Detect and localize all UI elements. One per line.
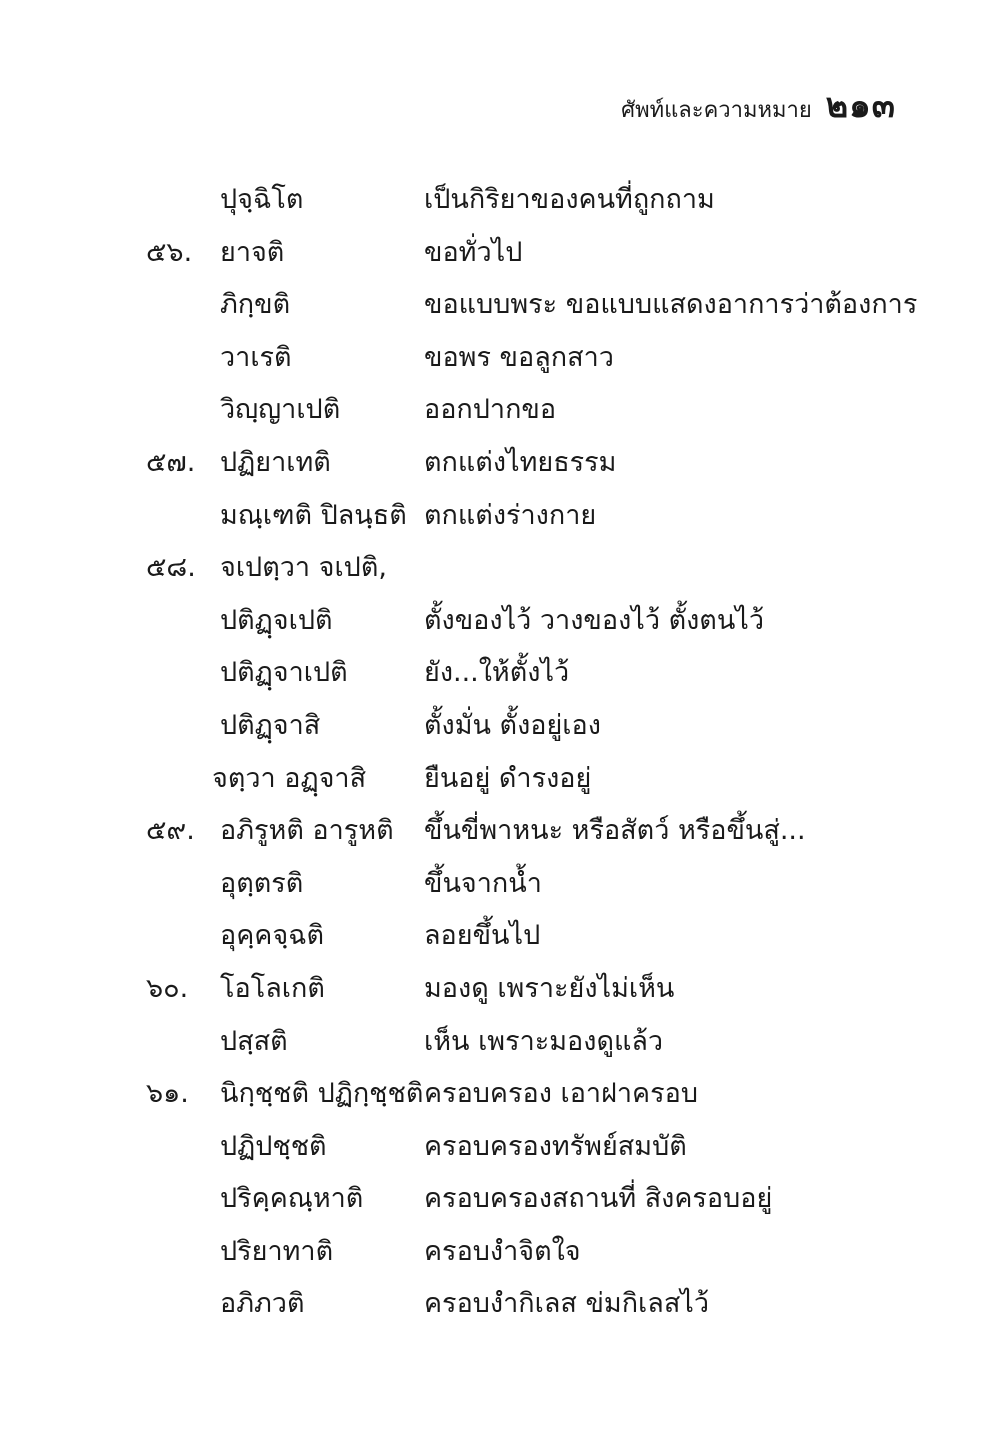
thai-meaning: ยัง...ให้ตั้งไว้ — [424, 657, 570, 689]
glossary-row — [0, 647, 1000, 700]
thai-meaning: ครอบงำกิเลส ข่มกิเลสไว้ — [424, 1288, 710, 1320]
pali-term: ปริคฺคณฺหาติ — [220, 1183, 364, 1215]
glossary-row — [0, 1068, 1000, 1121]
glossary-row — [0, 963, 1000, 1016]
glossary-row — [0, 1016, 1000, 1069]
pali-term: วาเรติ — [220, 341, 292, 373]
pali-term: ภิกฺขติ — [220, 289, 291, 321]
glossary-row — [0, 910, 1000, 963]
thai-meaning: ครอบครอง เอาฝาครอบ — [424, 1078, 698, 1110]
thai-meaning: ขอพร ขอลูกสาว — [424, 341, 614, 373]
pali-term: ปติฏฺจเปติ — [220, 604, 333, 636]
entry-number: ๕๘. — [146, 552, 196, 584]
thai-meaning: ครอบงำจิตใจ — [424, 1235, 581, 1267]
thai-meaning: ออกปากขอ — [424, 394, 557, 426]
thai-meaning: ยืนอยู่ ดำรงอยู่ — [424, 762, 592, 794]
entry-number: ๕๙. — [146, 815, 195, 847]
glossary-row — [0, 805, 1000, 858]
header-title: ศัพท์และความหมาย — [621, 98, 812, 123]
thai-meaning: ครอบครองสถานที่ สิงครอบอยู่ — [424, 1183, 773, 1215]
pali-term: โอโลเกติ — [220, 972, 325, 1004]
entry-number: ๕๖. — [146, 236, 193, 268]
pali-term: ยาจติ — [220, 236, 285, 268]
thai-meaning: ครอบครองทรัพย์สมบัติ — [424, 1130, 687, 1162]
pali-term: อภิรูหติ อารูหติ — [220, 815, 394, 847]
thai-meaning: เห็น เพราะมองดูแล้ว — [424, 1025, 664, 1057]
entry-number: ๖๑. — [146, 1078, 189, 1110]
thai-meaning: ขอแบบพระ ขอแบบแสดงอาการว่าต้องการ — [424, 289, 918, 321]
pali-term: ปฏิปชฺชติ — [220, 1130, 327, 1162]
glossary-row — [0, 227, 1000, 280]
glossary-row — [0, 700, 1000, 753]
glossary-list — [0, 174, 1000, 1331]
pali-term: อุคฺคจฺฉติ — [220, 920, 325, 952]
pali-term: ปุจฺฉิโต — [220, 184, 304, 215]
thai-meaning: ตกแต่งร่างกาย — [424, 499, 597, 531]
pali-term: นิกฺชฺชติ ปฏิกฺชฺชติ — [220, 1078, 424, 1110]
pali-term: อุตฺตรติ — [220, 867, 304, 899]
pali-term: มณฺเฑติ ปิลนฺธติ — [220, 499, 407, 531]
thai-meaning: เป็นกิริยาของคนที่ถูกถาม — [424, 184, 715, 215]
running-header — [621, 78, 896, 132]
pali-term: ปริยาทาติ — [220, 1235, 334, 1267]
glossary-row — [0, 279, 1000, 332]
pali-term: อภิภวติ — [220, 1288, 305, 1320]
pali-term: วิญฺญาเปติ — [220, 394, 341, 426]
thai-meaning: ขึ้นขี่พาหนะ หรือสัตว์ หรือขึ้นสู่... — [424, 815, 806, 847]
glossary-row — [0, 1121, 1000, 1174]
thai-meaning: ตกแต่งไทยธรรม — [424, 446, 617, 478]
glossary-row — [0, 490, 1000, 543]
pali-term: ปติฏฺจาเปติ — [220, 657, 348, 689]
glossary-row — [0, 753, 1000, 806]
pali-term: ปฏิยาเทติ — [220, 446, 331, 478]
pali-term: จตฺวา อฏฺจาสิ — [212, 762, 367, 794]
entry-number: ๕๗. — [146, 446, 196, 478]
pali-term: ปติฏฺจาสิ — [220, 709, 321, 741]
thai-meaning: ตั้งของไว้ วางของไว้ ตั้งตนไว้ — [424, 604, 765, 636]
glossary-row — [0, 858, 1000, 911]
glossary-row — [0, 437, 1000, 490]
glossary-row — [0, 174, 1000, 227]
thai-meaning: ลอยขึ้นไป — [424, 920, 541, 952]
thai-meaning: ตั้งมั่น ตั้งอยู่เอง — [424, 709, 601, 741]
entry-number: ๖๐. — [146, 972, 189, 1004]
glossary-row — [0, 332, 1000, 385]
thai-meaning: มองดู เพราะยังไม่เห็น — [424, 972, 675, 1004]
glossary-row — [0, 542, 1000, 595]
glossary-row — [0, 595, 1000, 648]
pali-term: จเปตฺวา จเปติ, — [220, 552, 387, 584]
glossary-row — [0, 1226, 1000, 1279]
glossary-row — [0, 1278, 1000, 1331]
page-number: ๒๑๓ — [825, 86, 896, 126]
pali-term: ปสฺสติ — [220, 1025, 288, 1057]
thai-meaning: ขอทั่วไป — [424, 236, 523, 268]
glossary-row — [0, 1173, 1000, 1226]
thai-meaning: ขึ้นจากน้ำ — [424, 867, 542, 899]
glossary-row — [0, 384, 1000, 437]
